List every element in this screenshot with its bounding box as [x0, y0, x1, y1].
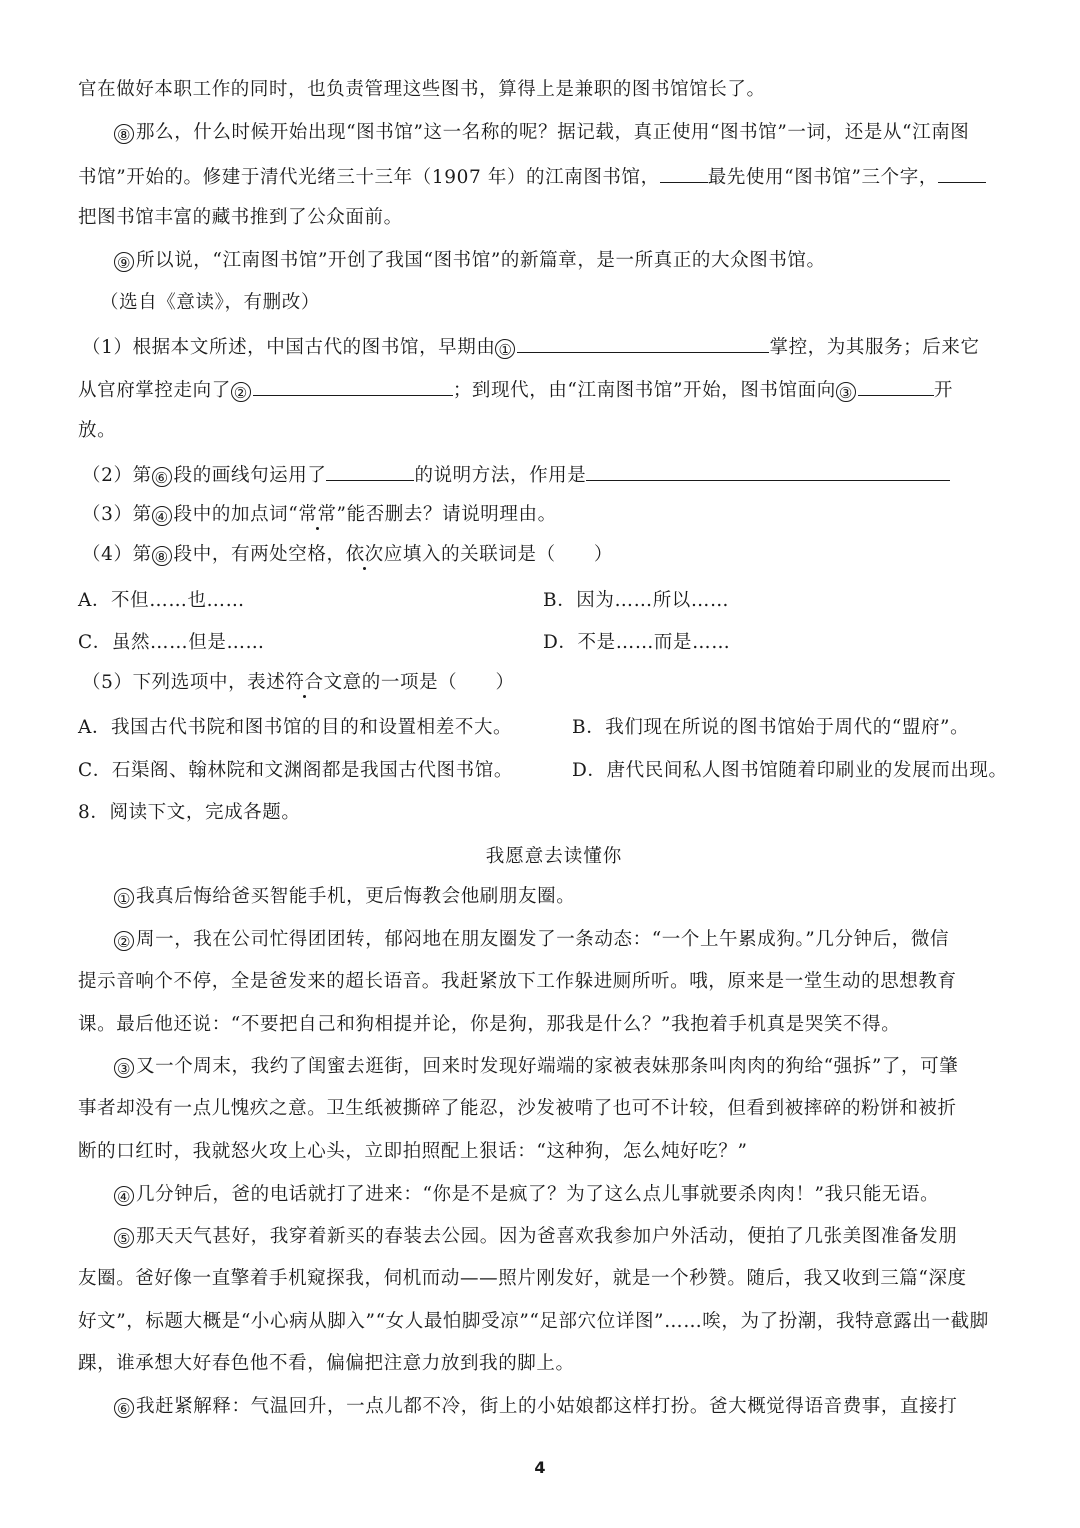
answer-blank[interactable]	[326, 460, 414, 481]
paragraph-text: 又一个周末，我约了闺蜜去逛街，回来时发现好端端的家被表妹那条叫肉肉的狗给“强拆”了，可肇	[136, 1056, 959, 1077]
option-d[interactable]: D．唐代民间私人图书馆随着印刷业的发展而出现。	[572, 760, 1008, 781]
paragraph-text: 我真后悔给爸买智能手机，更后悔教会他刷朋友圈。	[136, 886, 576, 907]
fill-blank[interactable]	[938, 162, 986, 183]
paragraph-3-line	[114, 1054, 958, 1080]
question-1-line	[82, 332, 980, 361]
option-a[interactable]: A．不但……也……	[78, 590, 245, 611]
paragraph-text: 所以说，“江南图书馆”开创了我国“图书馆”的新篇章，是一所真正的大众图书馆。	[136, 250, 826, 271]
option-b[interactable]: B．因为……所以……	[543, 590, 730, 611]
option-c[interactable]: C．石渠阁、翰林院和文渊阁都是我国古代图书馆。	[78, 760, 513, 781]
page-number: 4	[534, 1458, 546, 1477]
option-a[interactable]: A．我国古代书院和图书馆的目的和设置相差不大。	[78, 717, 513, 738]
question-2-line	[82, 460, 950, 489]
paragraph-8-line	[114, 120, 969, 146]
question-4-line	[82, 542, 613, 568]
paragraph-4-line	[114, 1182, 939, 1208]
paragraph-8-line: 把图书馆丰富的藏书推到了公众面前。	[78, 207, 403, 228]
paragraph-number: ②	[114, 931, 134, 951]
question-1-line: 放。	[78, 420, 117, 441]
blank-marker: ③	[836, 382, 856, 402]
paragraph-3-line: 事者却没有一点儿愧疚之意。卫生纸被撕碎了能忍，沙发被啃了也可不计较，但看到被摔碎的粉饼和被折	[78, 1098, 957, 1119]
answer-blank-2[interactable]	[253, 375, 453, 396]
article-title: 我愿意去读懂你	[485, 846, 623, 867]
question-text: 掌控，为其服务；后来它	[769, 337, 980, 358]
paragraph-text: 最先使用“图书馆”三个字，	[707, 167, 938, 188]
paragraph-text: 那天天气甚好，我穿着新买的春装去公园。因为爸喜欢我参加户外活动，便拍了几张美图准备发朋	[136, 1226, 958, 1247]
paragraph-text: 书馆”开始的。修建于清代光绪三十三年（1907 年）的江南图书馆，	[78, 167, 660, 188]
paragraph-5-line: 踝，谁承想大好春色他不看，偏偏把注意力放到我的脚上。	[78, 1353, 575, 1374]
paragraph-line: 官在做好本职工作的同时，也负责管理这些图书，算得上是兼职的图书馆馆长了。	[78, 79, 766, 100]
paragraph-number: ③	[114, 1058, 134, 1078]
question-text: ；到现代，由“江南图书馆”开始，图书馆面向	[452, 380, 836, 401]
dotted-word: 常常	[298, 504, 337, 525]
paragraph-5-line: 好文”，标题大概是“小心病从脚入”“女人最怕脚受凉”“足部穴位详图”……唉，为了扮潮，我特意露出一截脚	[78, 1311, 989, 1332]
paragraph-number: ⑥	[114, 1398, 134, 1418]
question-5-line	[82, 670, 515, 696]
question-text: 开	[933, 380, 953, 401]
question-1-line	[78, 375, 953, 404]
question-text: 从官府掌控走向了	[78, 380, 231, 401]
paragraph-6-line	[114, 1394, 957, 1420]
answer-blank-1[interactable]	[517, 332, 769, 353]
paragraph-ref: ④	[152, 506, 172, 526]
paragraph-5-line: 友圈。爸好像一直擎着手机窥探我，伺机而动——照片刚发好，就是一个秒赞。随后，我又收到三篇“深度	[78, 1268, 967, 1289]
question-text: 应填入的关联词是（ ）	[383, 544, 613, 565]
question-8-heading: 8．阅读下文，完成各题。	[78, 802, 301, 823]
paragraph-5-line	[114, 1224, 957, 1250]
paragraph-number: ⑨	[114, 252, 134, 272]
question-text: （3）第	[82, 504, 152, 525]
paragraph-3-line: 断的口红时，我就怒火攻上心头，立即拍照配上狠话：“这种狗，怎么炖好吃？”	[78, 1141, 748, 1162]
dotted-word: 依次	[345, 544, 384, 565]
paragraph-9-line	[114, 248, 826, 274]
option-d[interactable]: D．不是……而是……	[543, 632, 731, 653]
option-c[interactable]: C．虽然……但是……	[78, 632, 265, 653]
paragraph-text: 周一，我在公司忙得团团转，郁闷地在朋友圈发了一条动态：“一个上午累成狗。”几分钟后，微信	[136, 929, 950, 950]
question-text: 文意的一项是（ ）	[323, 672, 515, 693]
blank-marker: ②	[231, 382, 251, 402]
paragraph-number: ④	[114, 1186, 134, 1206]
paragraph-1-line	[114, 884, 575, 910]
paragraph-number: ⑤	[114, 1228, 134, 1248]
dotted-word: 符合	[285, 672, 324, 693]
answer-blank-3[interactable]	[858, 375, 934, 396]
question-text: 段中的加点词“	[173, 504, 299, 525]
question-text: 的说明方法，作用是	[414, 465, 587, 486]
question-3-line	[82, 502, 557, 528]
paragraph-number: ①	[114, 888, 134, 908]
blank-marker: ①	[495, 339, 515, 359]
question-text: （1）根据本文所述，中国古代的图书馆，早期由	[82, 337, 496, 358]
paragraph-2-line: 提示音响个不停，全是爸发来的超长语音。我赶紧放下工作躲进厕所听。哦，原来是一堂生动的思想教育	[78, 971, 957, 992]
fill-blank[interactable]	[660, 162, 708, 183]
paragraph-2-line	[114, 927, 949, 953]
source-note: （选自《意读》，有删改）	[100, 292, 320, 313]
paragraph-text: 我赶紧解释：气温回升，一点儿都不冷，街上的小姑娘都这样打扮。爸大概觉得语音费事，直接打	[136, 1396, 958, 1417]
paragraph-ref: ⑥	[152, 467, 172, 487]
paragraph-ref: ⑧	[152, 546, 172, 566]
paragraph-text: 几分钟后，爸的电话就打了进来：“你是不是疯了？为了这么点儿事就要杀肉肉！”我只能无语。	[136, 1184, 940, 1205]
question-text: 段中，有两处空格，	[173, 544, 346, 565]
option-b[interactable]: B．我们现在所说的图书馆始于周代的“盟府”。	[572, 717, 970, 738]
question-text: （4）第	[82, 544, 152, 565]
question-text: 段的画线句运用了	[173, 465, 327, 486]
answer-blank[interactable]	[586, 460, 950, 481]
question-text: （5）下列选项中，表述	[82, 672, 286, 693]
question-text: （2）第	[82, 465, 152, 486]
paragraph-number: ⑧	[114, 124, 134, 144]
paragraph-text: 那么，什么时候开始出现“图书馆”这一名称的呢？据记载，真正使用“图书馆”一词，还是从“江南图	[136, 122, 970, 143]
paragraph-8-line	[78, 162, 986, 191]
question-text: ”能否删去？请说明理由。	[336, 504, 557, 525]
paragraph-2-line: 课。最后他还说：“不要把自己和狗相提并论，你是狗，那我是什么？”我抱着手机真是哭笑不得。	[78, 1014, 901, 1035]
